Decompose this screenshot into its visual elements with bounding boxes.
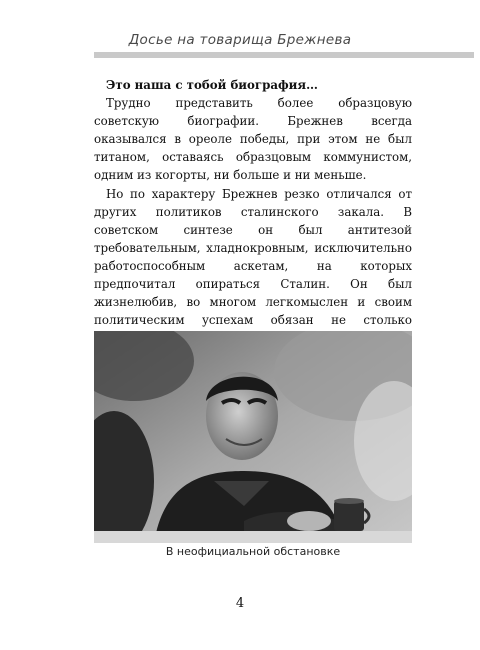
paragraph-1: Трудно представить более образцовую советскую биографии. Брежнев всегда оказывался в ореоле победы, при этом не был титаном, оставаясь образцовым коммунистом, одним из когорты, ни больше и ни меньше. — [94, 96, 412, 183]
photo-illustration — [94, 331, 412, 543]
running-header: Досье на товарища Брежнева — [128, 32, 352, 48]
section-heading: Это наша с тобой биография… — [106, 78, 318, 92]
figure-caption: В неофициальной обстановке — [165, 545, 341, 558]
paragraph-2: Но по характеру Брежнев резко отличался от других политиков сталинского закала. В советском синтезе он был антитезой требовательным, хладнокровным, исключительно работоспособным аскетам, на которых предпочитал опираться Сталин. Он был жизнелюбив, во многом легкомыслен и своим политическим успехам обязан не столько — [94, 186, 412, 328]
header-rule — [94, 52, 474, 58]
page-number: 4 — [235, 596, 245, 611]
photo-informal-setting — [94, 331, 412, 543]
